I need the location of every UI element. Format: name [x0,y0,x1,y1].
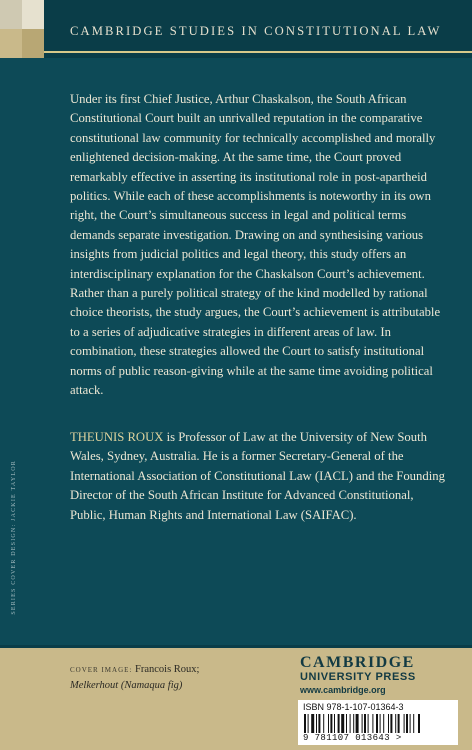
footer-band [0,645,472,750]
cover-image-artist: Francois Roux; [135,664,200,675]
cover-image-credit [70,662,199,693]
publisher-name: CAMBRIDGE [300,654,415,671]
author-bio-text: is Professor of Law at the University of New South Wales, Sydney, Australia. He is a former Secretary-General of the International Association of Constitutional Law (IACL) and the Founding Director of the South African Institute for Advanced Constitutional, Public, Human Rights and International Law (SAIFAC). [70,430,445,522]
barcode-digits: 9 781107 013643 > [303,733,402,743]
cover-image-title: Melkerhout (Namaqua fig) [70,680,183,691]
footer-rule [0,645,472,648]
isbn-label: ISBN 978-1-107-01364-3 [303,702,404,712]
publisher-press: UNIVERSITY PRESS [300,671,416,683]
barcode-box [298,700,458,745]
corner-ornament [0,0,44,58]
series-title: CAMBRIDGE STUDIES IN CONSTITUTIONAL LAW [70,24,442,38]
publisher-logo [300,655,460,696]
series-design-credit: SERIES COVER DESIGN: JACKIE TAYLOR [11,460,17,615]
cover-image-label: COVER IMAGE: [70,666,133,674]
book-blurb: Under its first Chief Justice, Arthur Chaskalson, the South African Constitutional Court built an unrivalled reputation in the comparative constitutional law community for technically accomplished and morally enlightened decision-making. At the same time, the Court proved remarkably effective in asserting its institutional role in post-apartheid politics. While each of these accomplishments is noteworthy in its own right, the Court’s simultaneous success in legal and political terms demands separate investigation. Drawing on and synthesising various insights from judicial politics and legal theory, this study offers an interdisciplinary explanation for the Chaskalson Court’s achievement. Rather than a purely political strategy of the kind modelled by rational choice theorists, the study argues, the Court’s achievement is attributable to a series of adjudicative strategies in different areas of law. In combination, these strategies allowed the Court to satisfy institutional norms of public reason-giving while at the same time avoiding political attack. [70,92,441,398]
barcode-icon [304,714,452,733]
author-name: THEUNIS ROUX [70,430,164,444]
series-rule [44,51,472,53]
publisher-url: www.cambridge.org [300,685,386,695]
author-bio [70,428,450,525]
